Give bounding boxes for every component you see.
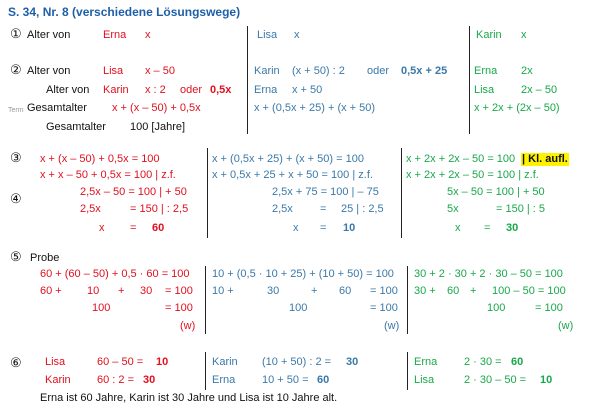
red-karin-label: Karin bbox=[45, 374, 71, 386]
divider-3b bbox=[401, 148, 402, 238]
red-eq-4-rhs: = 150 | : 2,5 bbox=[130, 203, 189, 215]
red-lisa-result: 10 bbox=[156, 356, 169, 368]
blue-check-2a: 10 + bbox=[212, 285, 234, 297]
red-check-2a: 60 + bbox=[40, 285, 62, 297]
red-lisa-term: x – 50 bbox=[145, 65, 175, 77]
red-check-2d: 30 bbox=[140, 285, 153, 297]
alter-von-label: Alter von bbox=[27, 29, 71, 41]
green-eq-5-eq: = bbox=[484, 222, 491, 234]
divider-1a bbox=[247, 26, 248, 134]
blue-erna-label: Erna bbox=[254, 84, 278, 96]
red-oder: oder bbox=[180, 84, 203, 96]
step-5-marker: ⑤ bbox=[10, 249, 22, 264]
blue-eq-4-lhs: 2,5x bbox=[272, 203, 293, 215]
green-lisa-label: Lisa bbox=[474, 84, 495, 96]
green-check-true: (w) bbox=[558, 320, 574, 332]
red-lisa-label: Lisa bbox=[103, 65, 124, 77]
step-4-marker: ④ bbox=[10, 191, 22, 206]
gesamtalter-label-2: Gesamtalter bbox=[46, 121, 106, 133]
green-eq-4-lhs: 5x bbox=[447, 203, 459, 215]
green-erna-term: 2x bbox=[521, 65, 533, 77]
erna-value: x bbox=[145, 29, 151, 41]
red-result-x: 60 bbox=[152, 222, 165, 234]
red-lisa-calc: 60 – 50 = bbox=[97, 356, 144, 368]
blue-check-1: 10 + (0,5 · 10 + 25) + (10 + 50) = 100 bbox=[212, 268, 394, 280]
blue-erna-result: 60 bbox=[317, 374, 330, 386]
green-check-2b: 60 bbox=[447, 285, 460, 297]
step-2-marker: ② bbox=[10, 62, 22, 77]
blue-check-2d: 60 bbox=[339, 285, 352, 297]
red-karin-term: x : 2 bbox=[145, 84, 166, 96]
green-check-2a: 30 + bbox=[414, 285, 436, 297]
gesamtalter-label: Gesamtalter bbox=[27, 102, 87, 114]
blue-eq-4-eq: = bbox=[320, 203, 327, 215]
red-karin-alt-term: 0,5x bbox=[210, 84, 232, 96]
green-check-3a: 100 bbox=[487, 302, 506, 314]
red-check-1: 60 + (60 – 50) + 0,5 · 60 = 100 bbox=[40, 268, 190, 280]
blue-check-3a: 100 bbox=[289, 302, 308, 314]
blue-karin-calc: (10 + 50) : 2 = bbox=[262, 356, 332, 368]
lisa-value: x bbox=[294, 29, 300, 41]
green-eq-4-rhs: = 150 | : 5 bbox=[496, 203, 546, 215]
blue-karin-label: Karin bbox=[212, 356, 238, 368]
blue-karin-term: (x + 50) : 2 bbox=[292, 65, 345, 77]
red-eq-2: x + x – 50 + 0,5x = 100 | z.f. bbox=[40, 169, 176, 181]
blue-eq-2: x + 0,5x + 25 + x + 50 = 100 | z.f. bbox=[212, 169, 373, 181]
red-check-2b: 10 bbox=[87, 285, 100, 297]
page-title: S. 34, Nr. 8 (verschiedene Lösungswege) bbox=[8, 5, 241, 19]
blue-oder: oder bbox=[367, 65, 390, 77]
karin-value: x bbox=[521, 29, 527, 41]
answer-sentence: Erna ist 60 Jahre, Karin ist 30 Jahre und Lisa ist 10 Jahre alt. bbox=[40, 392, 338, 404]
karin-label: Karin bbox=[476, 29, 502, 41]
klammer-aufloesen-note: | Kl. aufl. bbox=[522, 153, 568, 165]
green-lisa-calc: 2 · 30 – 50 = bbox=[464, 374, 527, 386]
red-lisa-label: Lisa bbox=[45, 356, 66, 368]
blue-check-true: (w) bbox=[384, 320, 400, 332]
divider-6b bbox=[407, 352, 408, 390]
divider-5a bbox=[205, 266, 206, 334]
divider-5b bbox=[407, 266, 408, 334]
step-6-marker: ⑥ bbox=[10, 355, 22, 370]
blue-erna-calc: 10 + 50 = bbox=[262, 374, 309, 386]
blue-eq-1: x + (0,5x + 25) + (x + 50) = 100 bbox=[212, 153, 364, 165]
blue-check-3b: = 100 bbox=[370, 302, 398, 314]
blue-eq-5-eq: = bbox=[320, 222, 327, 234]
step-1-marker: ① bbox=[10, 26, 22, 41]
green-lisa-label: Lisa bbox=[414, 374, 435, 386]
blue-check-2c: + bbox=[311, 285, 318, 297]
red-eq-4-lhs: 2,5x bbox=[80, 203, 101, 215]
red-check-3b: = 100 bbox=[165, 302, 193, 314]
probe-label: Probe bbox=[30, 252, 60, 264]
green-erna-calc: 2 · 30 = bbox=[464, 356, 502, 368]
green-lisa-term: 2x – 50 bbox=[521, 84, 558, 96]
green-lisa-result: 10 bbox=[540, 374, 553, 386]
divider-3a bbox=[207, 148, 208, 238]
red-karin-label: Karin bbox=[103, 84, 129, 96]
red-check-true: (w) bbox=[180, 320, 196, 332]
blue-result-x: 10 bbox=[343, 222, 356, 234]
green-check-2c: + bbox=[470, 285, 477, 297]
erna-label: Erna bbox=[103, 29, 127, 41]
green-gesamt-term: x + 2x + (2x – 50) bbox=[474, 102, 560, 114]
lisa-label: Lisa bbox=[257, 29, 278, 41]
step-3-marker: ③ bbox=[10, 150, 22, 165]
green-erna-label: Erna bbox=[474, 65, 498, 77]
blue-karin-result: 30 bbox=[346, 356, 359, 368]
term-tag: Term bbox=[8, 107, 24, 114]
alter-von-label-2: Alter von bbox=[46, 84, 90, 96]
green-erna-result: 60 bbox=[511, 356, 524, 368]
blue-check-2e: = 100 bbox=[370, 285, 398, 297]
red-check-2e: = 100 bbox=[165, 285, 193, 297]
green-check-3b: = 100 bbox=[535, 302, 563, 314]
red-eq-5-lhs: x bbox=[99, 222, 105, 234]
green-eq-2: x + 2x + 2x – 50 = 100 | z.f. bbox=[406, 169, 539, 181]
red-eq-5-eq: = bbox=[130, 222, 137, 234]
green-eq-5-lhs: x bbox=[455, 222, 461, 234]
blue-check-2b: 30 bbox=[267, 285, 280, 297]
blue-eq-3: 2,5x + 75 = 100 | – 75 bbox=[272, 186, 379, 198]
green-eq-3: 5x – 50 = 100 | + 50 bbox=[447, 186, 545, 198]
red-karin-calc: 60 : 2 = bbox=[97, 374, 135, 386]
red-gesamt-term: x + (x – 50) + 0,5x bbox=[112, 102, 201, 114]
green-check-2d: 100 – 50 = 100 bbox=[492, 285, 566, 297]
red-eq-3: 2,5x – 50 = 100 | + 50 bbox=[80, 186, 187, 198]
red-karin-result: 30 bbox=[143, 374, 156, 386]
red-eq-1: x + (x – 50) + 0,5x = 100 bbox=[40, 153, 160, 165]
blue-eq-5-lhs: x bbox=[293, 222, 299, 234]
gesamtalter-value: 100 [Jahre] bbox=[130, 121, 186, 133]
green-check-1: 30 + 2 · 30 + 2 · 30 – 50 = 100 bbox=[414, 268, 563, 280]
blue-karin-alt-term: 0,5x + 25 bbox=[401, 65, 448, 77]
blue-erna-term: x + 50 bbox=[292, 84, 323, 96]
divider-6a bbox=[205, 352, 206, 390]
green-result-x: 30 bbox=[506, 222, 519, 234]
alter-von-label: Alter von bbox=[27, 65, 71, 77]
blue-eq-4-rhs: 25 | : 2,5 bbox=[341, 203, 384, 215]
blue-karin-label: Karin bbox=[254, 65, 280, 77]
green-eq-1: x + 2x + 2x – 50 = 100 bbox=[406, 153, 516, 165]
green-erna-label: Erna bbox=[414, 356, 438, 368]
red-check-2c: + bbox=[118, 285, 125, 297]
blue-gesamt-term: x + (0,5x + 25) + (x + 50) bbox=[254, 102, 376, 114]
red-check-3a: 100 bbox=[92, 302, 111, 314]
blue-erna-label: Erna bbox=[212, 374, 236, 386]
divider-1b bbox=[469, 26, 470, 134]
